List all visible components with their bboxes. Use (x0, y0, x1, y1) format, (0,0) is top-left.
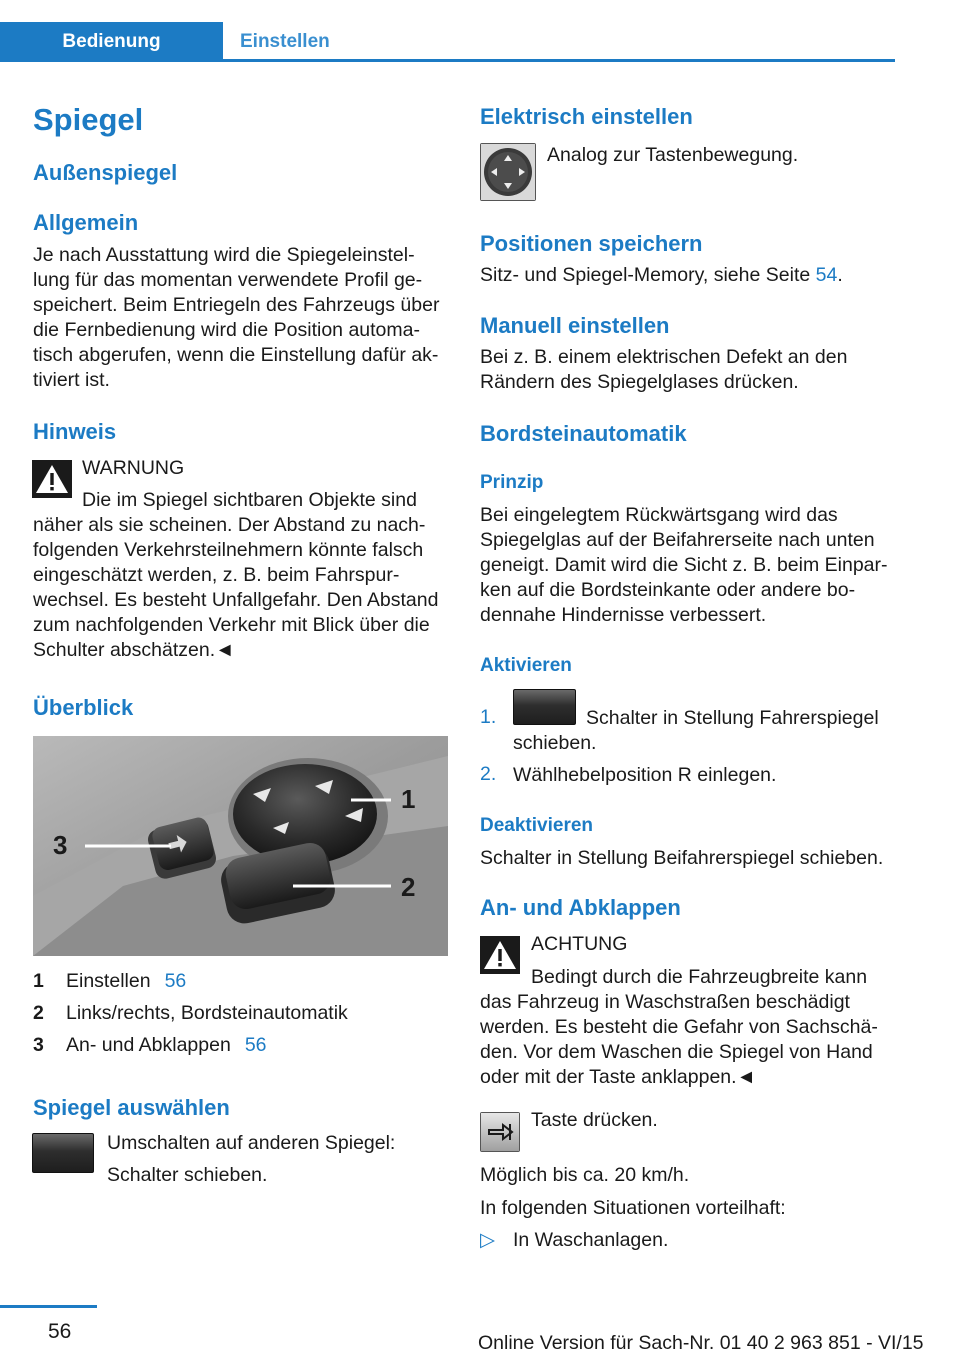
heading-aktivieren: Aktivieren (480, 655, 572, 676)
legend-row (33, 970, 448, 995)
situationen-text: In folgenden Situationen vorteilhaft: (480, 1197, 786, 1219)
caution-first-line: Bedingt durch die Fahrzeugbreite kann (531, 966, 868, 988)
legend-number: 3 (33, 1034, 44, 1056)
text-line: oder mit der Taste anklappen.◄ (480, 1066, 756, 1088)
legend-label: An- und Abklappen (66, 1034, 231, 1056)
text-line: Bei eingelegtem Rückwärtsgang wird das (480, 504, 838, 526)
callout-3: 3 (53, 830, 68, 860)
prinzip-paragraph (480, 503, 900, 628)
switch-button-icon (32, 1133, 94, 1173)
moeglich-text: Möglich bis ca. 20 km/h. (480, 1164, 690, 1186)
step-text-continued: schieben. (513, 732, 597, 754)
text-line: Spiegelglas auf der Beifahrerseite nach unten (480, 529, 875, 551)
page-number: 56 (48, 1320, 72, 1343)
warning-label: WARNUNG (82, 457, 185, 479)
text-line: dennahe Hindernisse verbessert. (480, 604, 767, 626)
text-line: ken auf die Bordsteinkante oder andere bo‐ (480, 579, 856, 601)
heading-allgemein: Allgemein (33, 210, 139, 235)
fold-mirror-button-icon (480, 1112, 520, 1152)
heading-hinweis: Hinweis (33, 419, 117, 444)
heading-elektrisch: Elektrisch einstellen (480, 104, 693, 129)
manuell-paragraph (480, 345, 900, 395)
legend-row (33, 1034, 448, 1059)
punctuation: . (837, 264, 843, 286)
heading-bordsteinautomatik: Bordsteinautomatik (480, 421, 687, 446)
warning-paragraph (33, 513, 453, 663)
text-line: Rändern des Spiegelglases drücken. (480, 371, 799, 393)
elektrisch-text: Analog zur Tastenbewegung. (547, 144, 799, 166)
legend-label: Einstellen (66, 970, 151, 992)
direction-pad-icon (480, 143, 536, 201)
bullet-text: In Waschanlagen. (513, 1229, 669, 1251)
heading-prinzip: Prinzip (480, 472, 544, 493)
step-text: Wählhebelposition R einlegen. (513, 764, 777, 786)
legend-text (66, 1034, 267, 1057)
taste-text: Taste drücken. (531, 1109, 658, 1131)
text-line: werden. Es besteht die Gefahr von Sachschä‐ (480, 1016, 878, 1038)
text-line: tiviert ist. (33, 369, 110, 391)
tab-einstellen[interactable]: Einstellen (240, 31, 330, 52)
legend-page-link[interactable]: 56 (164, 970, 187, 992)
page-link-54[interactable]: 54 (815, 264, 838, 286)
section-title: Außenspiegel (33, 160, 178, 185)
text-line: wechsel. Es besteht Unfallgefahr. Den Abstand (33, 589, 439, 611)
legend-page-link[interactable]: 56 (244, 1034, 267, 1056)
text-line: eingeschätzt werden, z. B. beim Fahrspur‐ (33, 564, 400, 586)
deaktivieren-text: Schalter in Stellung Beifahrerspiegel schieben. (480, 847, 884, 869)
caution-paragraph (480, 990, 900, 1090)
warning-first-line: Die im Spiegel sichtbaren Objekte sind (82, 489, 417, 511)
heading-spiegel-auswaehlen: Spiegel auswählen (33, 1095, 230, 1120)
text-line: näher als sie scheinen. Der Abstand zu nach‐ (33, 514, 426, 536)
positionen-label: Sitz- und Spiegel-Memory, siehe Seite (480, 264, 816, 286)
footer-divider (0, 1305, 97, 1308)
text-line: Schulter abschätzen.◄ (33, 639, 235, 661)
text-line: Bei z. B. einem elektrischen Defekt an den (480, 346, 848, 368)
auswaehlen-line1: Umschalten auf anderen Spiegel: (107, 1132, 396, 1154)
footer-version-text: Online Version für Sach-Nr. 01 40 2 963 851 - VI/15 (478, 1332, 924, 1354)
switch-button-icon (513, 689, 576, 725)
page-title: Spiegel (33, 102, 144, 137)
mirror-switch-illustration (33, 736, 448, 956)
legend-number: 2 (33, 1002, 44, 1024)
auswaehlen-line2: Schalter schieben. (107, 1164, 268, 1186)
step-number: 2. (480, 763, 497, 785)
heading-manuell: Manuell einstellen (480, 313, 670, 338)
tabbar-underline (0, 59, 895, 62)
warning-icon (32, 460, 72, 498)
tab-bedienung[interactable]: Bedienung (0, 22, 223, 62)
bullet-icon: ▷ (480, 1229, 495, 1251)
heading-positionen: Positionen speichern (480, 231, 703, 256)
caution-label: ACHTUNG (531, 933, 628, 955)
step-text: Schalter in Stellung Fahrerspiegel (586, 707, 879, 729)
text-line: das Fahrzeug in Waschstraßen beschädigt (480, 991, 850, 1013)
callout-1: 1 (401, 784, 416, 814)
step-number: 1. (480, 706, 497, 728)
legend-text (66, 970, 186, 993)
text-line: geneigt. Damit wird die Sicht z. B. beim Einpar‐ (480, 554, 888, 576)
callout-2: 2 (401, 872, 416, 902)
text-line: tisch abgerufen, wenn die Einstellung dafür ak‐ (33, 344, 439, 366)
heading-ueberblick: Überblick (33, 695, 134, 720)
text-line: die Fernbedienung wird die Position automa‐ (33, 319, 420, 341)
heading-deaktivieren: Deaktivieren (480, 815, 594, 836)
legend-number: 1 (33, 970, 44, 992)
legend-label: Links/rechts, Bordsteinautomatik (66, 1002, 348, 1024)
mirror-switch-photo (33, 736, 448, 956)
positionen-text (480, 263, 843, 288)
heading-an-abklappen: An- und Abklappen (480, 895, 681, 920)
text-line: den. Vor dem Waschen die Spiegel von Hand (480, 1041, 873, 1063)
legend-row (33, 1002, 448, 1027)
text-line: zum nachfolgenden Verkehr mit Blick über die (33, 614, 430, 636)
text-line: folgenden Verkehrsteilnehmern könnte falsch (33, 539, 424, 561)
warning-icon (480, 936, 520, 974)
allgemein-paragraph (33, 243, 453, 393)
text-line: speichert. Beim Entriegeln des Fahrzeugs über (33, 294, 440, 316)
text-line: lung für das momentan verwendete Profil ge‐ (33, 269, 423, 291)
text-line: Je nach Ausstattung wird die Spiegeleinstel‐ (33, 244, 415, 266)
header-tabbar (0, 22, 895, 62)
